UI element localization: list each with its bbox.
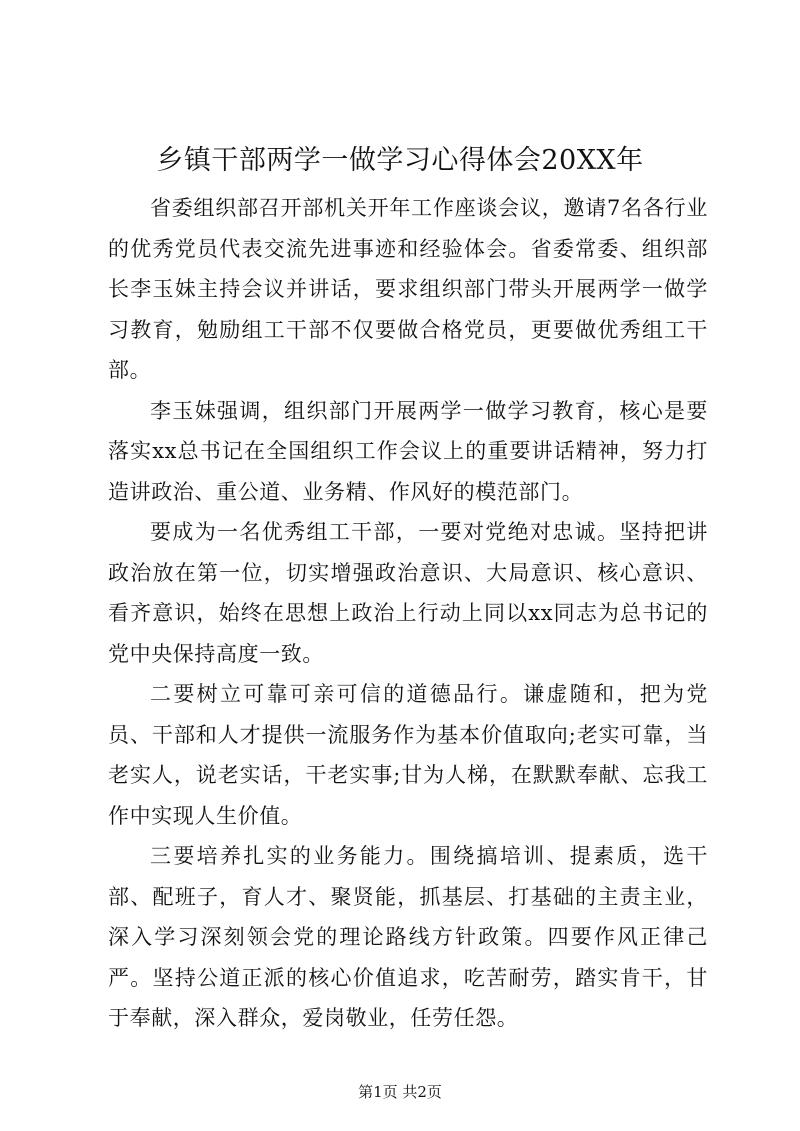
paragraph: 李玉妹强调，组织部门开展两学一做学习教育，核心是要落实xx总书记在全国组织工作会议上的重要讲话精神，努力打造讲政治、重公道、业务精、作风好的模范部门。 bbox=[108, 398, 708, 504]
document-title: 乡镇干部两学一做学习心得体会20XX年 bbox=[156, 145, 644, 176]
document-body bbox=[108, 188, 708, 1039]
paragraph: 三要培养扎实的业务能力。围绕搞培训、提素质，选干部、配班子，育人才、聚贤能，抓基层、打基础的主责主业，深入学习深刻领会党的理论路线方针政策。四要作风正律己严。坚持公道正派的核心价值追求，吃苦耐劳，踏实肯干，甘于奉献，深入群众，爱岗敬业，任劳任怨。 bbox=[108, 844, 708, 1030]
paragraph: 二要树立可靠可亲可信的道德品行。谦虚随和，把为党员、干部和人才提供一流服务作为基本价值取向;老实可靠，当老实人，说老实话，干老实事;甘为人梯，在默默奉献、忘我工作中实现人生价值。 bbox=[108, 682, 708, 828]
paragraph: 省委组织部召开部机关开年工作座谈会议，邀请7名各行业的优秀党员代表交流先进事迹和经验体会。省委常委、组织部长李玉妹主持会议并讲话，要求组织部门带头开展两学一做学习教育，勉励组工干部不仅要做合格党员，更要做优秀组工干部。 bbox=[108, 196, 708, 382]
page-number-footer: 第1页 共2页 bbox=[358, 1083, 442, 1101]
paragraph: 要成为一名优秀组工干部，一要对党绝对忠诚。坚持把讲政治放在第一位，切实增强政治意识、大局意识、核心意识、看齐意识，始终在思想上政治上行动上同以xx同志为总书记的党中央保持高度一致。 bbox=[108, 520, 708, 666]
